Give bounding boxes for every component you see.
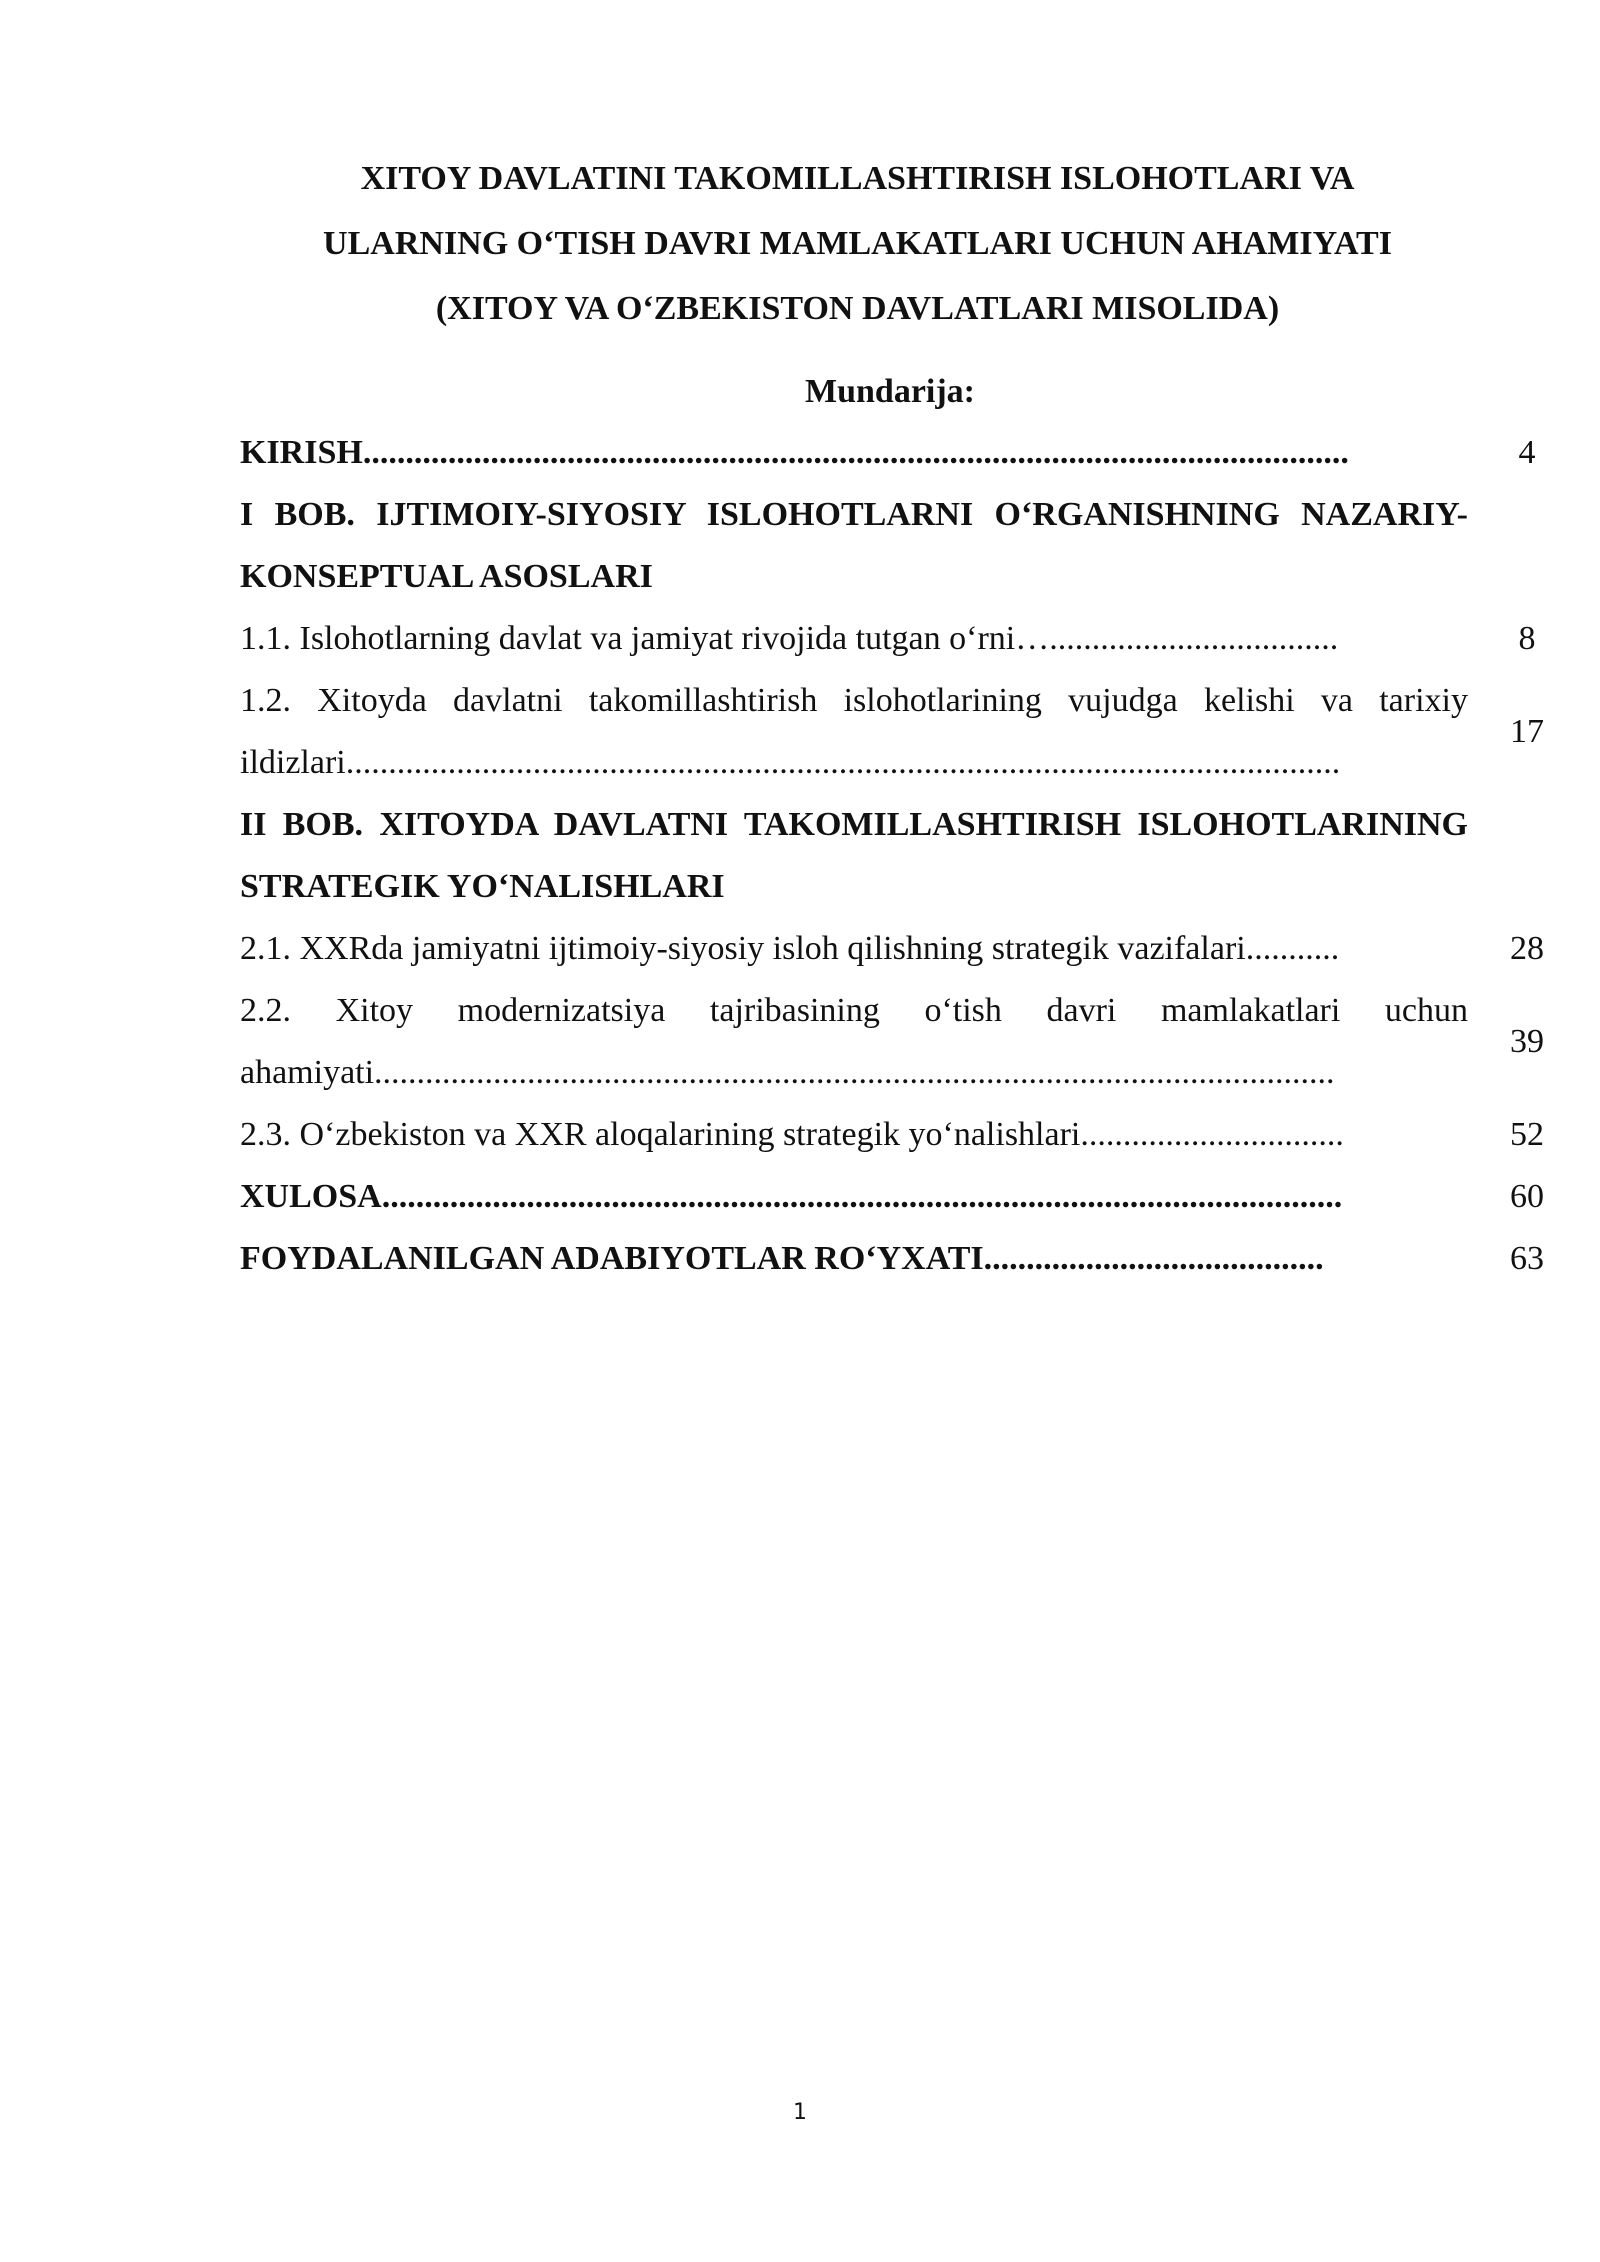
toc-row-bob2 (240, 794, 1545, 918)
toc-page-2-2: 39 (1510, 1023, 1544, 1060)
toc-entry-2-1: 2.1. XXRda jamiyatni ijtimoiy-siyosiy isloh qilishning strategik vazifalari........... (240, 930, 1340, 967)
toc-row-bob1 (240, 484, 1545, 608)
title-line-1: XITOY DAVLATINI TAKOMILLASHTIRISH ISLOHOTLARI VA (360, 160, 1355, 197)
title-line-2: ULARNING O‘TISH DAVRI MAMLAKATLARI UCHUN AHAMIYATI (323, 225, 1392, 262)
toc-page-xulosa: 60 (1510, 1178, 1544, 1215)
toc-page-adabiyotlar: 63 (1510, 1240, 1544, 1277)
toc-page-1-2: 17 (1510, 713, 1544, 750)
toc-row-adabiyotlar (240, 1228, 1545, 1290)
toc-page-2-3: 52 (1510, 1116, 1544, 1153)
toc-entry-1-1: 1.1. Islohotlarning davlat va jamiyat rivojida tutgan o‘rni….................................. (240, 620, 1339, 657)
toc-heading: Mundarija: (805, 373, 975, 410)
toc-row-kirish (240, 422, 1545, 484)
toc-entry-bob1: I BOB. IJTIMOIY-SIYOSIY ISLOHOTLARNI O‘RGANISHNING NAZARIY-KONSEPTUAL ASOSLARI (240, 496, 1468, 595)
toc-page-2-1: 28 (1510, 930, 1544, 967)
toc-entry-kirish: KIRISH.................................................................................................................... (240, 434, 1349, 471)
toc-row-1-2 (240, 670, 1545, 794)
toc-row-2-1 (240, 918, 1545, 980)
title-line-3: (XITOY VA O‘ZBEKISTON DAVLATLARI MISOLIDA) (435, 290, 1280, 327)
toc-entry-adabiyotlar: FOYDALANILGAN ADABIYOTLAR RO‘YXATI........................................ (240, 1240, 1324, 1277)
toc-entry-1-2: 1.2. Xitoyda davlatni takomillashtirish islohotlarining vujudga kelishi va tarixiy ildizlari..................................................................................................................... (240, 682, 1468, 781)
toc-row-2-3 (240, 1104, 1545, 1166)
page-number: 1 (793, 2100, 807, 2125)
toc-row-1-1 (240, 608, 1545, 670)
toc-entry-2-3: 2.3. O‘zbekiston va XXR aloqalarining strategik yo‘nalishlari............................... (240, 1116, 1344, 1153)
toc-entry-xulosa: XULOSA................................................................................................................. (240, 1178, 1343, 1215)
toc-page-kirish: 4 (1518, 434, 1536, 471)
toc-page-1-1: 8 (1518, 620, 1536, 657)
table-of-contents (240, 422, 1545, 1290)
toc-entry-2-2: 2.2. Xitoy modernizatsiya tajribasining o‘tish davri mamlakatlari uchun ahamiyati................................................................................................................. (240, 992, 1468, 1091)
toc-entry-bob2: II BOB. XITOYDA DAVLATNI TAKOMILLASHTIRISH ISLOHOTLARINING STRATEGIK YO‘NALISHLARI (240, 806, 1468, 905)
toc-row-2-2 (240, 980, 1545, 1104)
document-title (200, 146, 1515, 341)
toc-row-xulosa (240, 1166, 1545, 1228)
